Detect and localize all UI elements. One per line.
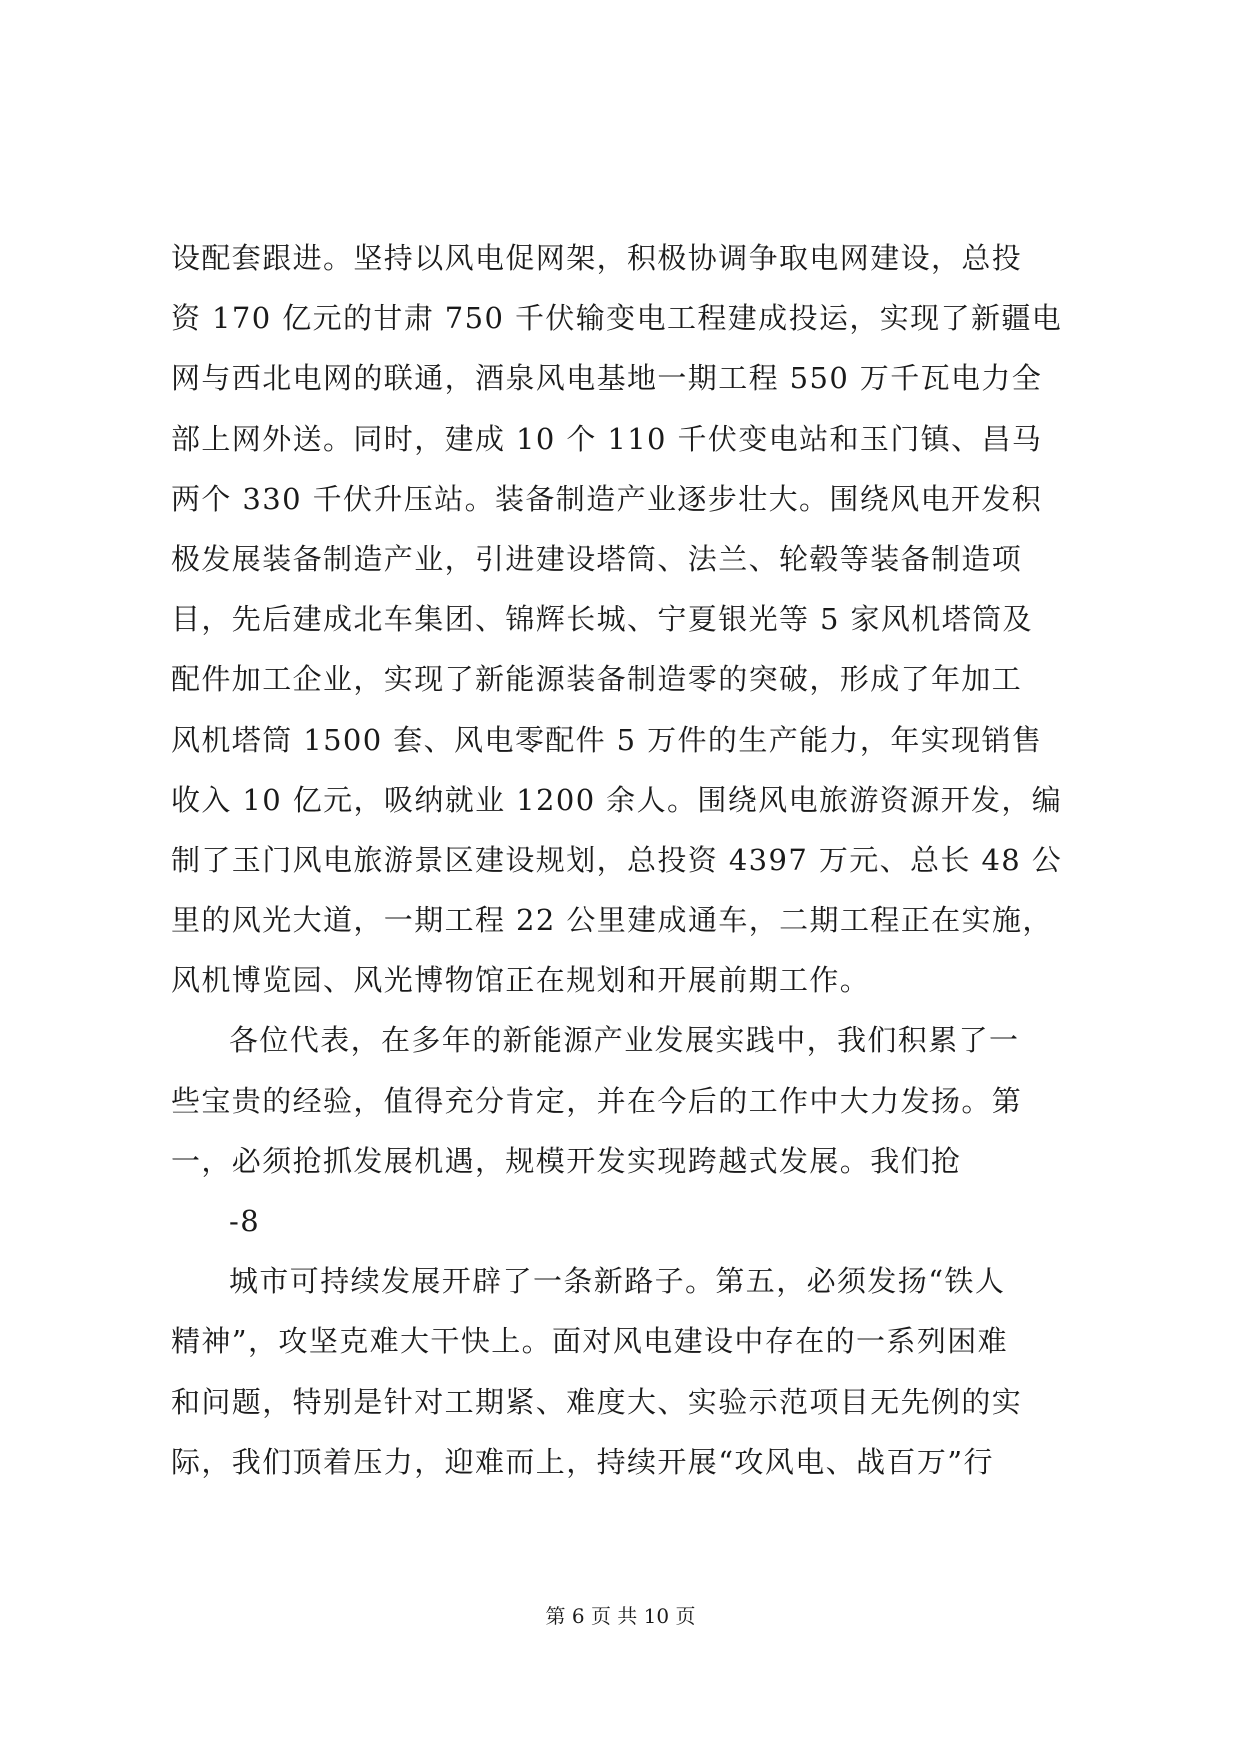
page-footer: 第 6 页 共 10 页 xyxy=(545,1604,696,1628)
text-line: 里的风光大道，一期工程 22 公里建成通车，二期工程正在实施， xyxy=(171,903,1053,938)
body-text xyxy=(171,228,1091,1492)
text-line: 一，必须抢抓发展机遇，规模开发实现跨越式发展。我们抢 xyxy=(171,1143,962,1178)
text-line: 制了玉门风电旅游景区建设规划，总投资 4397 万元、总长 48 公 xyxy=(171,842,1063,877)
text-line: 收入 10 亿元，吸纳就业 1200 余人。围绕风电旅游资源开发，编 xyxy=(171,782,1063,817)
page-marker: -8 xyxy=(229,1204,261,1238)
text-line: 设配套跟进。坚持以风电促网架，积极协调争取电网建设，总投 xyxy=(171,241,1023,275)
text-line: 部上网外送。同时，建成 10 个 110 千伏变电站和玉门镇、昌马 xyxy=(171,421,1043,456)
text-line: 两个 330 千伏升压站。装备制造产业逐步壮大。围绕风电开发积 xyxy=(171,481,1043,516)
text-line: 各位代表，在多年的新能源产业发展实践中，我们积累了一 xyxy=(229,1023,1020,1058)
text-line: 网与西北电网的联通，酒泉风电基地一期工程 550 万千瓦电力全 xyxy=(171,361,1043,396)
text-line: 精神”，攻坚克难大干快上。面对风电建设中存在的一系列困难 xyxy=(171,1324,1009,1359)
text-line: 风机塔筒 1500 套、风电零配件 5 万件的生产能力，年实现销售 xyxy=(171,722,1043,757)
text-line: 资 170 亿元的甘肃 750 千伏输变电工程建成投运，实现了新疆电 xyxy=(171,301,1063,336)
text-line: 目，先后建成北车集团、锦辉长城、宁夏银光等 5 家风机塔筒及 xyxy=(171,602,1033,637)
text-line: 极发展装备制造产业，引进建设塔筒、法兰、轮毂等装备制造项 xyxy=(171,541,1023,576)
text-line: 些宝贵的经验，值得充分肯定，并在今后的工作中大力发扬。第 xyxy=(171,1083,1023,1118)
text-line: 际，我们顶着压力，迎难而上，持续开展“攻风电、战百万”行 xyxy=(171,1444,994,1479)
text-line: 配件加工企业，实现了新能源装备制造零的突破，形成了年加工 xyxy=(171,662,1023,697)
text-line: 和问题，特别是针对工期紧、难度大、实验示范项目无先例的实 xyxy=(171,1384,1023,1419)
text-line: 城市可持续发展开辟了一条新路子。第五，必须发扬“铁人 xyxy=(229,1264,1006,1299)
text-line: 风机博览园、风光博物馆正在规划和开展前期工作。 xyxy=(171,963,871,998)
